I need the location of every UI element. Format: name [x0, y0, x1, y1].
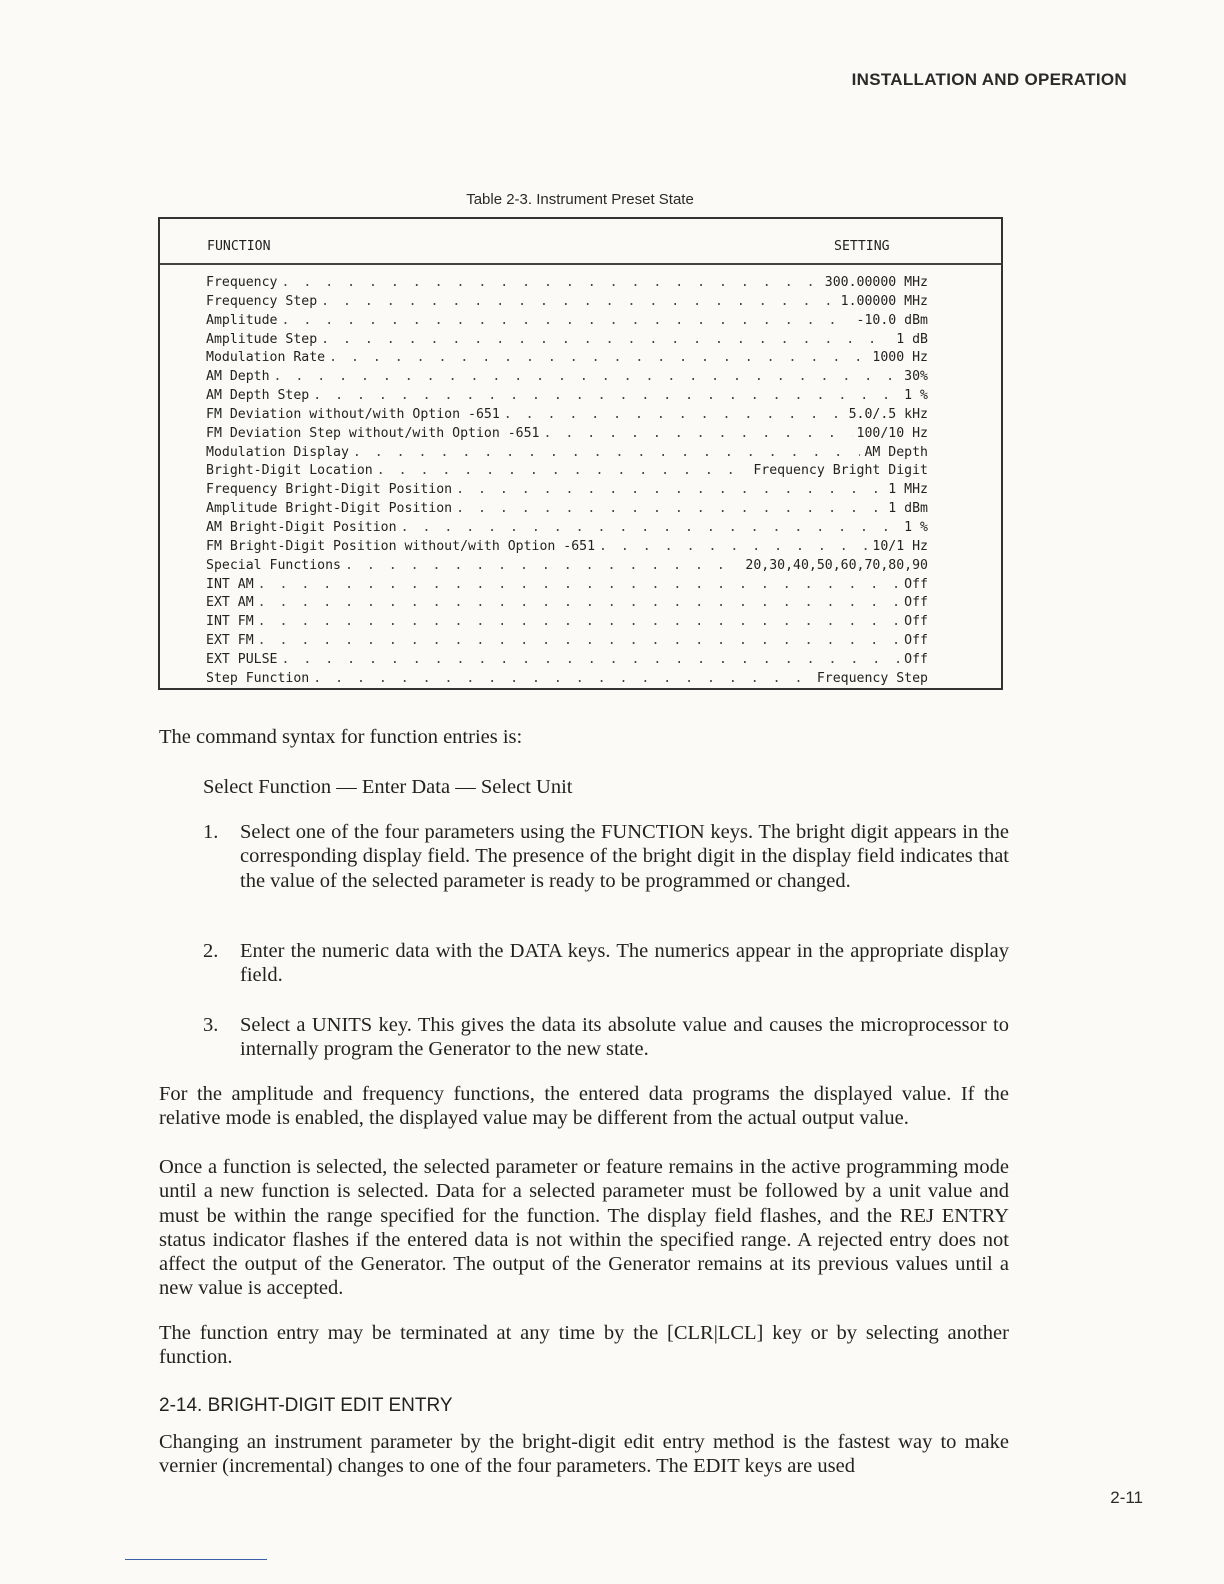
- function-name: Special Functions: [206, 557, 341, 573]
- table-row: [206, 481, 928, 500]
- paragraph-function-terminated: The function entry may be terminated at any time by the [CLR|LCL] key or by selecting another function.: [159, 1322, 1009, 1369]
- function-name: INT AM: [206, 576, 254, 592]
- step-number: 3.: [203, 1014, 219, 1036]
- dot-leader: [258, 594, 901, 613]
- setting-value: 20,30,40,50,60,70,80,90: [745, 557, 928, 573]
- dot-leader: [321, 331, 892, 350]
- function-name: Frequency Step: [206, 293, 318, 309]
- intro-paragraph: The command syntax for function entries is:: [159, 726, 523, 748]
- column-header-setting: SETTING: [834, 239, 890, 254]
- table-row: [206, 368, 928, 387]
- setting-value: 1 dB: [896, 331, 928, 347]
- setting-value: 1 dBm: [888, 501, 928, 517]
- dot-leader: [281, 274, 820, 293]
- function-name: AM Depth: [206, 369, 270, 385]
- section-heading: 2-14. BRIGHT-DIGIT EDIT ENTRY: [159, 1395, 453, 1416]
- dot-leader: [504, 406, 845, 425]
- dot-leader: [353, 444, 861, 463]
- setting-value: Frequency Step: [816, 670, 928, 686]
- table-row: [206, 462, 928, 481]
- function-name: AM Bright-Digit Position: [206, 519, 397, 535]
- function-name: EXT FM: [206, 633, 254, 649]
- setting-value: AM Depth: [864, 444, 928, 460]
- dot-leader: [401, 519, 901, 538]
- table-row: [206, 651, 928, 670]
- function-name: FM Deviation Step without/with Option -651: [206, 425, 540, 441]
- setting-value: Off: [904, 614, 928, 630]
- setting-value: Off: [904, 595, 928, 611]
- table-row: [206, 632, 928, 651]
- footer-rule: [125, 1559, 267, 1560]
- function-name: Bright-Digit Location: [206, 463, 373, 479]
- table-title: Table 2-3. Instrument Preset State: [466, 191, 694, 208]
- table-row: [206, 331, 928, 350]
- step-text: Enter the numeric data with the DATA keys. The numerics appear in the appropriate display field.: [240, 940, 1009, 987]
- table-row: [206, 538, 928, 557]
- function-name: EXT AM: [206, 595, 254, 611]
- table-row: [206, 312, 928, 331]
- dot-leader: [258, 613, 901, 632]
- dot-leader: [274, 368, 901, 387]
- table-row: [206, 444, 928, 463]
- function-name: Modulation Display: [206, 444, 349, 460]
- setting-value: 1 %: [904, 388, 928, 404]
- setting-value: 1 %: [904, 519, 928, 535]
- table-row: [206, 576, 928, 595]
- dot-leader: [281, 312, 852, 331]
- setting-value: 10/1 Hz: [872, 538, 928, 554]
- dot-leader: [313, 387, 900, 406]
- column-header-function: FUNCTION: [207, 239, 271, 254]
- function-name: Amplitude Step: [206, 331, 318, 347]
- table-row: [206, 349, 928, 368]
- table-row: [206, 557, 928, 576]
- table-header: [160, 219, 1001, 265]
- dot-leader: [281, 651, 900, 670]
- step-number: 2.: [203, 940, 219, 962]
- table-row: [206, 406, 928, 425]
- function-name: Amplitude Bright-Digit Position: [206, 501, 453, 517]
- setting-value: Frequency Bright Digit: [753, 463, 928, 479]
- setting-value: 1.00000 MHz: [840, 293, 928, 309]
- dot-leader: [321, 293, 837, 312]
- setting-value: 30%: [904, 369, 928, 385]
- function-name: Frequency Bright-Digit Position: [206, 482, 453, 498]
- paragraph-bright-digit: Changing an instrument parameter by the bright-digit edit entry method is the fastest way to make vernier (incremental) changes to one of the four parameters. The EDIT keys are used: [159, 1431, 1009, 1478]
- preset-state-table: [158, 217, 1003, 690]
- table-row: [206, 293, 928, 312]
- dot-leader: [313, 670, 813, 689]
- function-name: Step Function: [206, 670, 310, 686]
- function-name: Modulation Rate: [206, 350, 326, 366]
- table-row: [206, 500, 928, 519]
- dot-leader: [456, 481, 884, 500]
- dot-leader: [377, 462, 750, 481]
- step-text: Select a UNITS key. This gives the data its absolute value and causes the microprocessor to internally program the Generator to the new state.: [240, 1014, 1009, 1061]
- step-text: Select one of the four parameters using the FUNCTION keys. The bright digit appears in the corresponding display field. The presence of the bright digit in the display field indicates that the value of the selected parameter is ready to be programmed or changed.: [240, 821, 1009, 892]
- table-row: [206, 670, 928, 689]
- dot-leader: [456, 500, 884, 519]
- dot-leader: [329, 349, 868, 368]
- dot-leader: [258, 576, 901, 595]
- function-name: AM Depth Step: [206, 388, 310, 404]
- setting-value: 1000 Hz: [872, 350, 928, 366]
- paragraph-amplitude-frequency: For the amplitude and frequency functions, the entered data programs the displayed value. If the relative mode is enabled, the displayed value may be different from the actual output value.: [159, 1083, 1009, 1130]
- table-row: [206, 387, 928, 406]
- dot-leader: [543, 425, 852, 444]
- dot-leader: [258, 632, 901, 651]
- setting-value: 5.0/.5 kHz: [848, 406, 928, 422]
- setting-value: -10.0 dBm: [856, 312, 928, 328]
- running-head: INSTALLATION AND OPERATION: [851, 70, 1127, 89]
- table-row: [206, 594, 928, 613]
- function-name: EXT PULSE: [206, 651, 278, 667]
- syntax-line: Select Function — Enter Data — Select Unit: [203, 776, 573, 798]
- setting-value: Off: [904, 651, 928, 667]
- setting-value: Off: [904, 633, 928, 649]
- table-row: [206, 613, 928, 632]
- function-name: FM Deviation without/with Option -651: [206, 406, 500, 422]
- function-name: FM Bright-Digit Position without/with Option -651: [206, 538, 596, 554]
- setting-value: 300.00000 MHz: [824, 275, 928, 290]
- setting-value: 1 MHz: [888, 482, 928, 498]
- paragraph-function-selected: Once a function is selected, the selected parameter or feature remains in the active programming mode until a new function is selected. Data for a selected parameter must be followed by a unit value and must be within the range specified for the function. The display field flashes, and the REJ ENTRY status indicator flashes if the entered data is not within the specified range. A rejected entry does not affect the output of the Generator. The output of the Generator remains at its previous values until a new value is accepted.: [159, 1156, 1009, 1300]
- table-row: [206, 274, 928, 293]
- setting-value: Off: [904, 576, 928, 592]
- table-row: [206, 519, 928, 538]
- dot-leader: [345, 557, 741, 576]
- table-body: [206, 274, 928, 689]
- setting-value: 100/10 Hz: [856, 425, 928, 441]
- dot-leader: [599, 538, 868, 557]
- function-name: INT FM: [206, 614, 254, 630]
- table-row: [206, 425, 928, 444]
- function-name: Amplitude: [206, 312, 278, 328]
- step-number: 1.: [203, 821, 219, 843]
- function-name: Frequency: [206, 275, 278, 290]
- page-number: 2-11: [1110, 1488, 1143, 1507]
